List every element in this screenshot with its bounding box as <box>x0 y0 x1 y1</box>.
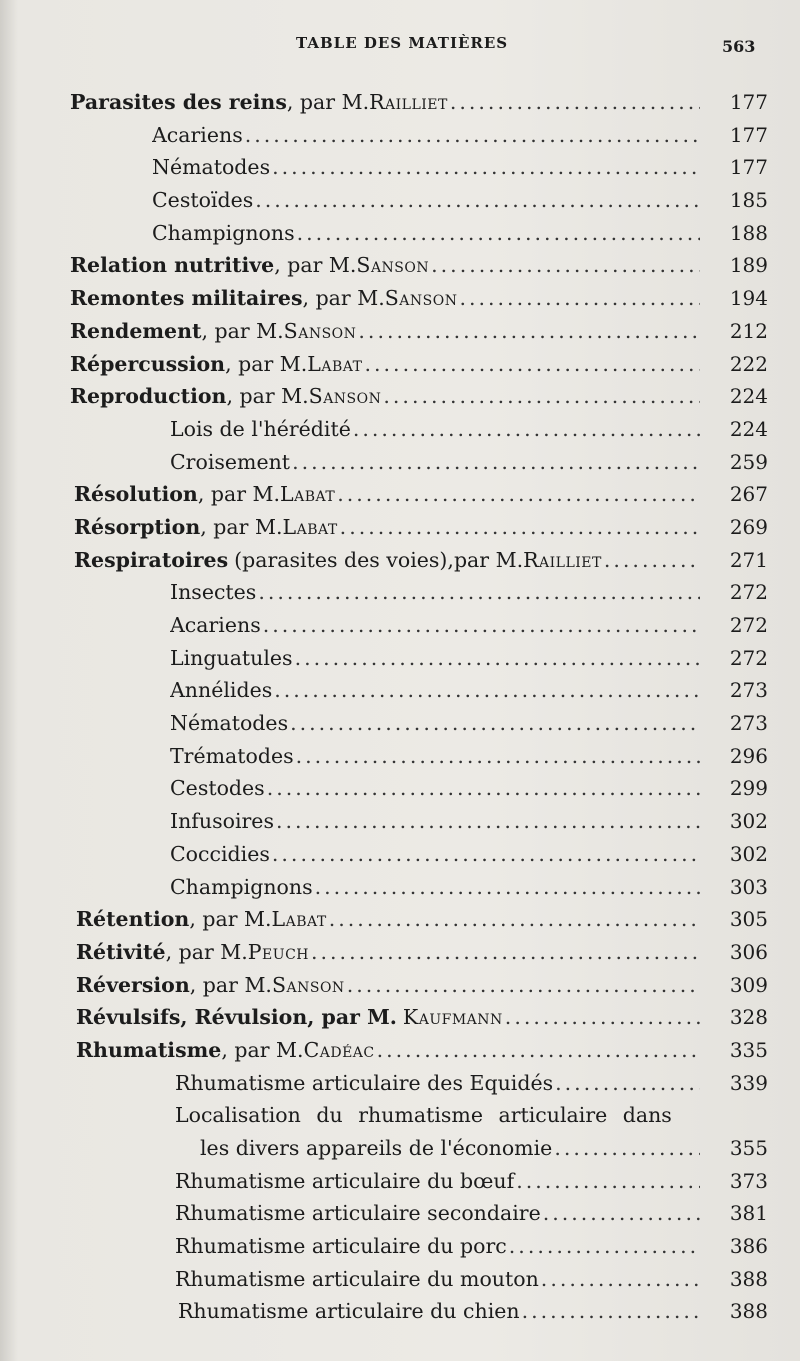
leader-dots <box>253 184 700 217</box>
entry-page: 259 <box>729 449 768 474</box>
subentry-title: Cestoïdes <box>152 188 254 213</box>
leader-dots <box>265 772 700 805</box>
entry-page: 309 <box>729 972 768 997</box>
entry-title: Relation nutritive <box>70 253 275 278</box>
toc-entry <box>0 936 800 969</box>
toc-entry <box>0 249 800 282</box>
leader-dots <box>457 282 700 315</box>
entry-page: 185 <box>729 188 768 213</box>
leader-dots <box>261 609 700 642</box>
toc-subentry <box>0 1295 800 1328</box>
leader-dots <box>429 249 700 282</box>
entry-page: 305 <box>729 907 768 932</box>
toc-subentry <box>0 184 800 217</box>
toc-entry <box>0 380 800 413</box>
entry-page: 224 <box>729 384 768 409</box>
entry-by: , par M. <box>221 1037 304 1062</box>
entry-by: par M. <box>453 547 524 572</box>
entry-by: , par M. <box>201 318 284 343</box>
entry-author: Railliet <box>369 90 448 114</box>
toc-subentry <box>0 838 800 871</box>
toc-subentry <box>0 576 800 609</box>
toc-subentry <box>0 707 800 740</box>
entry-page: 177 <box>729 122 768 147</box>
entry-author: Sanson <box>356 253 430 278</box>
leader-dots <box>363 348 701 381</box>
entry-title: Résorption <box>74 514 201 539</box>
entry-page: 335 <box>729 1037 768 1062</box>
subentry-title: Lois de l'hérédité <box>170 416 351 441</box>
leader-dots <box>270 838 700 871</box>
entry-title: Parasites des reins <box>70 90 287 114</box>
toc-subentry <box>0 805 800 838</box>
entry-page: 269 <box>729 514 768 539</box>
entry-page: 386 <box>729 1234 768 1259</box>
entry-page: 299 <box>729 776 768 801</box>
toc-subentry <box>0 151 800 184</box>
page-header <box>0 34 800 58</box>
entry-page: 388 <box>729 1266 768 1291</box>
toc-subentry <box>0 1197 800 1230</box>
subentry-title: Rhumatisme articulaire du porc <box>175 1234 507 1259</box>
subentry-title: Champignons <box>152 220 295 245</box>
entry-author: Labat <box>271 907 327 932</box>
subentry-title: les divers appareils de l'économie <box>200 1136 553 1160</box>
entry-author: Sanson <box>271 972 345 997</box>
leader-dots <box>274 805 700 838</box>
toc-subentry <box>0 217 800 250</box>
leader-dots <box>290 446 700 479</box>
entry-title: Résolution <box>74 482 198 507</box>
subentry-title: Infusoires <box>170 809 274 834</box>
entry-page: 273 <box>729 711 768 736</box>
entry-author: Labat <box>307 351 363 376</box>
subentry-title: Cestodes <box>170 776 265 801</box>
entry-title: Révulsifs, Révulsion, par M. <box>76 1005 397 1030</box>
entry-page: 177 <box>729 155 768 180</box>
entry-page: 339 <box>729 1070 768 1095</box>
entry-author: Peuch <box>247 939 309 964</box>
leader-dots <box>514 1165 700 1198</box>
entry-page: 302 <box>729 809 768 834</box>
entry-page: 328 <box>729 1005 768 1030</box>
toc-subentry <box>0 119 800 152</box>
entry-page: 188 <box>729 220 768 245</box>
entry-title: Rétivité <box>76 939 166 964</box>
leader-dots <box>335 478 700 511</box>
leader-dots <box>539 1263 700 1296</box>
entry-page: 222 <box>729 351 768 376</box>
entry-page: 296 <box>729 743 768 768</box>
toc-subentry <box>0 1165 800 1198</box>
leader-dots <box>338 511 700 544</box>
entry-author: Cadéac <box>303 1037 375 1062</box>
entry-title: Respiratoires <box>74 547 229 572</box>
leader-dots <box>313 871 700 904</box>
leader-dots <box>553 1067 700 1100</box>
entry-page: 272 <box>729 580 768 605</box>
leader-dots <box>375 1034 700 1067</box>
subentry-title: Rhumatisme articulaire secondaire <box>175 1201 541 1226</box>
leader-dots <box>448 86 700 119</box>
toc-subentry <box>0 1099 800 1132</box>
entry-page: 177 <box>729 90 768 114</box>
entry-by: , par M. <box>302 286 385 311</box>
toc-subentry <box>0 772 800 805</box>
toc-entry <box>0 86 800 119</box>
subentry-title: Nématodes <box>152 155 271 180</box>
subentry-title: Rhumatisme articulaire du bœuf <box>175 1168 515 1193</box>
leader-dots <box>602 544 700 577</box>
entry-page: 373 <box>729 1168 768 1193</box>
entry-page: 381 <box>729 1201 768 1226</box>
toc-entry <box>0 315 800 348</box>
subentry-title: Acariens <box>170 613 261 637</box>
leader-dots <box>520 1295 700 1328</box>
leader-dots <box>381 380 700 413</box>
leader-dots <box>345 969 700 1002</box>
entry-title: Remontes militaires <box>70 286 303 311</box>
toc-entry <box>0 511 800 544</box>
leader-dots <box>272 674 700 707</box>
subentry-title: Rhumatisme articulaire du mouton <box>175 1266 539 1291</box>
subentry-title: Coccidies <box>170 841 270 866</box>
leader-dots <box>351 413 700 446</box>
leader-dots <box>552 1132 700 1165</box>
leader-dots <box>356 315 700 348</box>
toc-entry <box>0 478 800 511</box>
subentry-title: Trématodes <box>170 743 294 768</box>
entry-author: Labat <box>282 514 338 539</box>
toc-subentry <box>0 413 800 446</box>
entry-page: 272 <box>729 613 768 637</box>
subentry-title: Champignons <box>170 874 313 899</box>
entry-by: , par M. <box>165 939 248 964</box>
leader-dots <box>503 1001 700 1034</box>
toc-subentry <box>0 1067 800 1100</box>
entry-author: Sanson <box>384 286 458 311</box>
subentry-title: Croisement <box>170 449 291 474</box>
entry-page: 306 <box>729 939 768 964</box>
entry-page: 302 <box>729 841 768 866</box>
entry-page: 212 <box>729 318 768 343</box>
subentry-title: Insectes <box>170 580 257 605</box>
toc-subentry <box>0 1263 800 1296</box>
subentry-title: Annélides <box>170 678 273 703</box>
subentry-title: Localisation du rhumatisme articulaire dans <box>175 1103 672 1128</box>
entry-page: 271 <box>729 547 768 572</box>
entry-title: Rendement <box>70 318 202 343</box>
toc-subentry <box>0 1230 800 1263</box>
leader-dots <box>309 936 700 969</box>
subentry-title: Linguatules <box>170 645 293 670</box>
entry-author: Kaufmann <box>402 1005 503 1030</box>
toc-subentry <box>0 871 800 904</box>
toc-subentry <box>0 674 800 707</box>
leader-dots <box>295 217 700 250</box>
leader-dots <box>507 1230 700 1263</box>
toc-entry <box>0 282 800 315</box>
entry-by: , par M. <box>197 482 281 507</box>
entry-by: , par M. <box>189 972 272 997</box>
entry-title: Répercussion <box>70 351 226 376</box>
entry-by: , par M. <box>226 384 309 409</box>
entry-page: 388 <box>729 1299 768 1324</box>
entry-by: , par M. <box>225 351 308 376</box>
entry-title: Rhumatisme <box>76 1037 222 1062</box>
toc-entry <box>0 544 800 577</box>
leader-dots <box>243 119 700 152</box>
entry-title: Reproduction <box>70 384 227 409</box>
running-title: TABLE DES MATIÈRES <box>296 34 509 52</box>
leader-dots <box>293 642 700 675</box>
entry-author: Sanson <box>308 384 382 409</box>
toc-entry <box>0 903 800 936</box>
leader-dots <box>270 151 700 184</box>
entry-page: 355 <box>729 1136 768 1160</box>
entry-by: , par M. <box>189 907 272 932</box>
leader-dots <box>327 903 700 936</box>
toc-entry <box>0 1034 800 1067</box>
entry-author: Sanson <box>283 318 357 343</box>
entry-page: 189 <box>729 253 768 278</box>
entry-by: , par M. <box>200 514 283 539</box>
toc-subentry <box>0 446 800 479</box>
subentry-title: Rhumatisme articulaire des Equidés <box>175 1070 554 1095</box>
entry-detail: (parasites des voies), <box>234 547 454 572</box>
toc-subentry <box>0 609 800 642</box>
entry-page: 303 <box>729 874 768 899</box>
subentry-title: Rhumatisme articulaire du chien <box>178 1299 520 1324</box>
entry-page: 267 <box>729 482 768 507</box>
leader-dots <box>294 740 700 773</box>
leader-dots <box>288 707 700 740</box>
leader-dots <box>256 576 700 609</box>
entry-title: Réversion <box>76 972 190 997</box>
entry-by: , par M. <box>274 253 357 278</box>
entry-by: , par M. <box>286 90 370 114</box>
toc-subentry <box>0 1132 800 1165</box>
subentry-title: Acariens <box>152 122 243 147</box>
entry-title: Rétention <box>76 907 190 932</box>
leader-dots <box>541 1197 700 1230</box>
entry-author: Labat <box>280 482 336 507</box>
toc-subentry <box>0 740 800 773</box>
page-number: 563 <box>722 37 756 56</box>
toc-entry <box>0 1001 800 1034</box>
entry-page: 273 <box>729 678 768 703</box>
entry-page: 194 <box>729 286 768 311</box>
entry-page: 224 <box>729 416 768 441</box>
toc-subentry <box>0 642 800 675</box>
entry-author: Railliet <box>523 547 602 572</box>
entry-page: 272 <box>729 645 768 670</box>
toc-entry <box>0 348 800 381</box>
toc-entry <box>0 969 800 1002</box>
table-of-contents <box>0 86 800 1328</box>
subentry-title: Nématodes <box>170 711 289 736</box>
